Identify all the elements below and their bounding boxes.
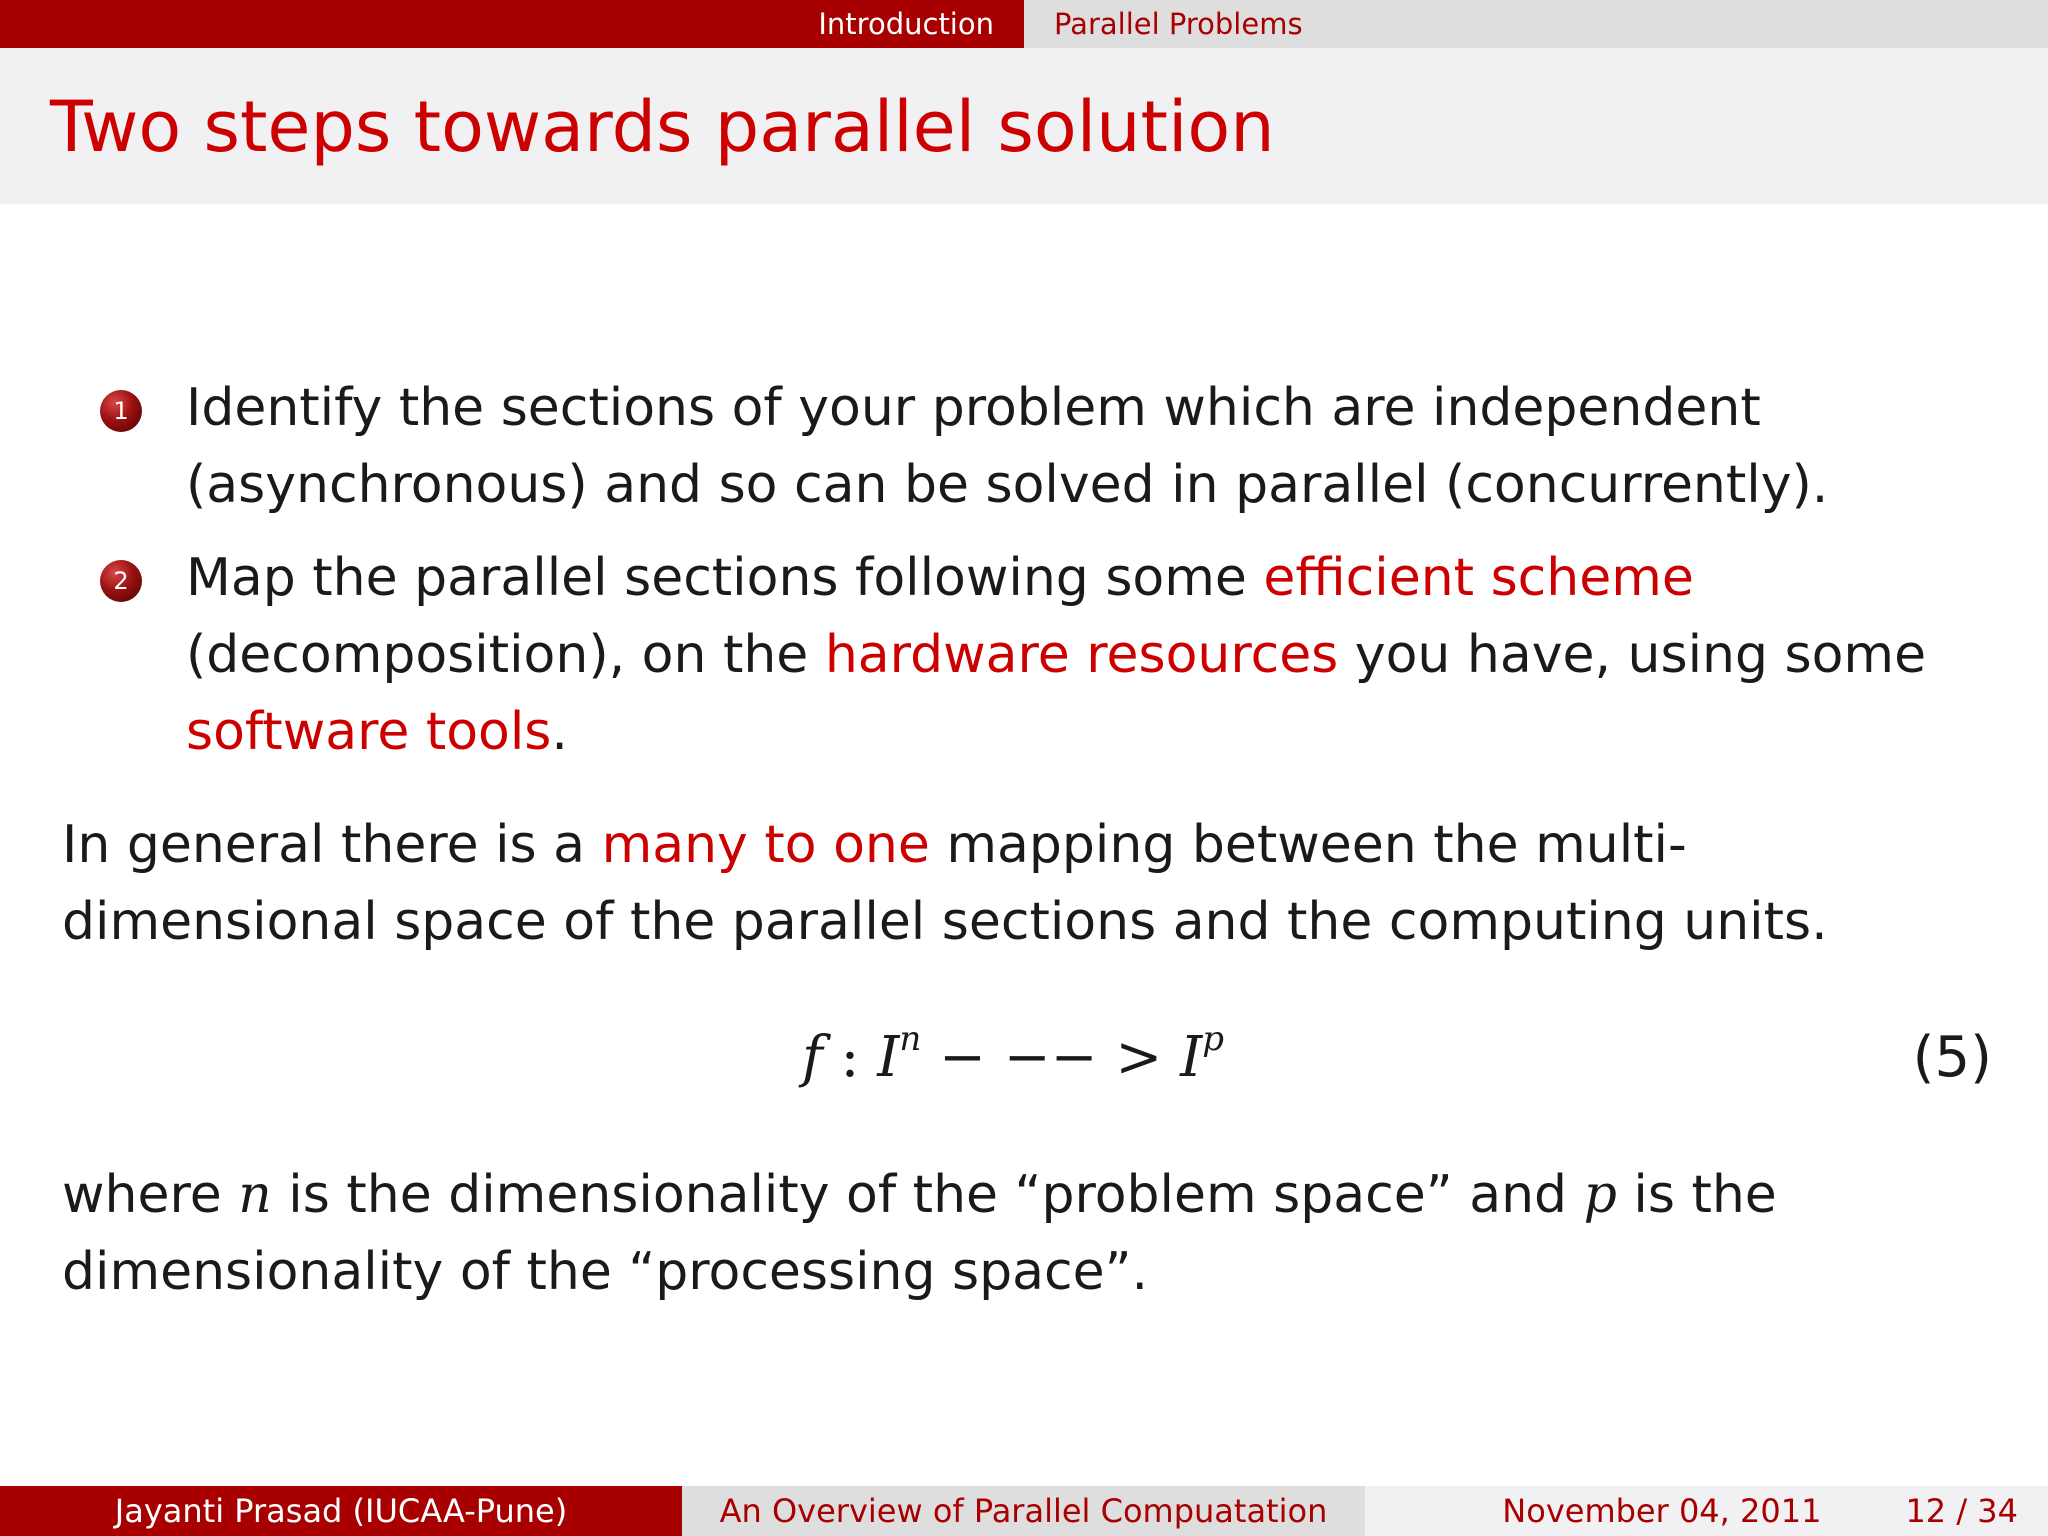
- steps-list: [62, 370, 1992, 771]
- section-navigation: [0, 0, 2048, 48]
- equation-range-exponent: p: [1202, 1019, 1225, 1059]
- alert-text: many to one: [601, 815, 930, 875]
- nav-left-panel: [0, 0, 1024, 48]
- step-item-1: [62, 370, 1992, 524]
- frame-title: Two steps towards parallel solution: [50, 86, 1275, 168]
- nav-right-panel: [1024, 0, 2048, 48]
- paragraph-text: is the dimensionality of the “problem space” and: [271, 1165, 1584, 1225]
- equation-colon: :: [822, 1025, 878, 1090]
- variable-p: p: [1583, 1165, 1617, 1225]
- paragraph-text: mapping between the multi-dimensional space of the parallel sections and the computing units.: [62, 815, 1828, 952]
- nav-section-parallel-problems[interactable]: Parallel Problems: [1054, 7, 1303, 41]
- step-text: you have, using some: [1338, 625, 1927, 685]
- equation-domain-base: I: [877, 1025, 900, 1090]
- step-text: Identify the sections of your problem which are independent (asynchronous) and so can be solved in parallel (concurrently).: [186, 378, 1829, 515]
- alert-text: efficient scheme: [1263, 548, 1694, 608]
- paragraph-text: is the dimensionality of the “processing space”.: [62, 1165, 1777, 1302]
- footer-page-number: 12 / 34: [1905, 1492, 2018, 1530]
- general-paragraph: [62, 807, 1992, 961]
- step-text: (decomposition), on the: [186, 625, 825, 685]
- slide-content: [62, 370, 1992, 1311]
- equation-arrow: − −− >: [921, 1025, 1181, 1090]
- paragraph-text: In general there is a: [62, 815, 602, 875]
- variable-n: n: [238, 1165, 272, 1225]
- footer-talk-title: An Overview of Parallel Compuatation: [682, 1486, 1365, 1536]
- where-paragraph: [62, 1157, 1992, 1311]
- equation-range-base: I: [1180, 1025, 1203, 1090]
- paragraph-text: where: [62, 1165, 239, 1225]
- footline: [0, 1486, 2048, 1536]
- alert-text: hardware resources: [824, 625, 1339, 685]
- step-item-2: [62, 540, 1992, 771]
- step-text: Map the parallel sections following some: [186, 548, 1264, 608]
- equation-function: f: [802, 1025, 823, 1090]
- step-text: .: [551, 702, 568, 762]
- equation-number: (5): [1912, 1025, 1992, 1090]
- enumeration-ball-icon: 1: [100, 390, 142, 432]
- frame-title-bar: [0, 48, 2048, 204]
- alert-text: software tools: [186, 702, 552, 762]
- nav-section-introduction[interactable]: Introduction: [818, 7, 994, 41]
- footer-date-page: [1365, 1486, 2048, 1536]
- footer-date: November 04, 2011: [1502, 1492, 1822, 1530]
- footer-author: Jayanti Prasad (IUCAA-Pune): [0, 1486, 682, 1536]
- equation-block: [62, 1009, 1992, 1109]
- enumeration-ball-icon: 2: [100, 560, 142, 602]
- mapping-equation: [802, 1019, 1224, 1096]
- equation-domain-exponent: n: [899, 1019, 922, 1059]
